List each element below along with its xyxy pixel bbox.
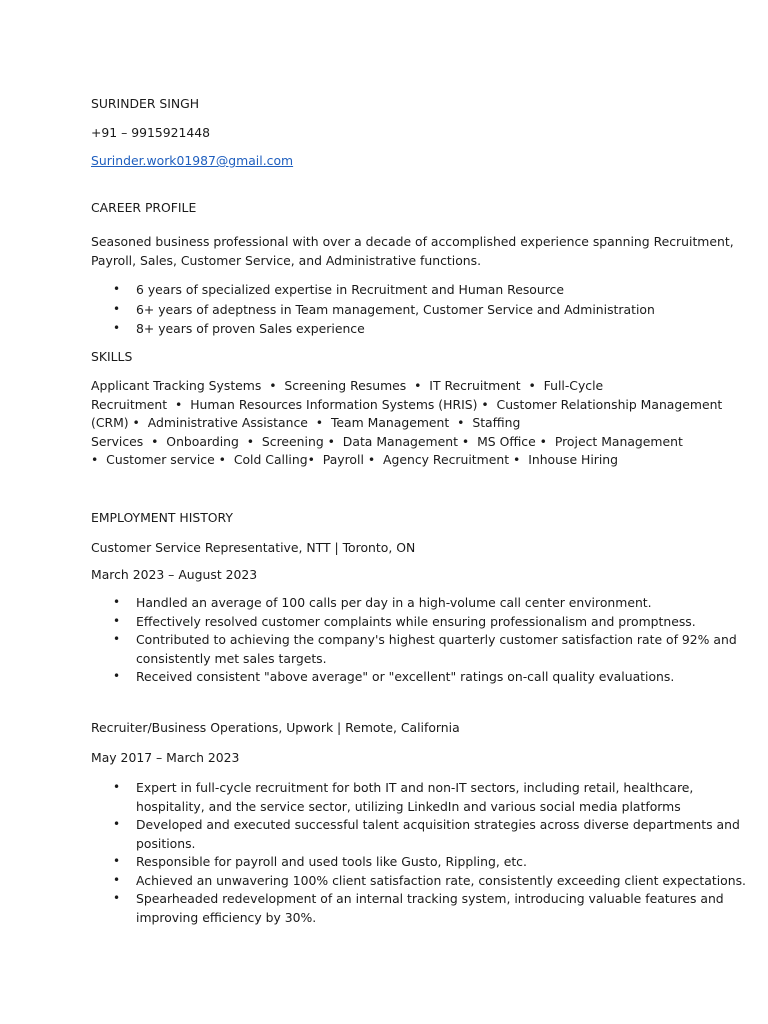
list-item	[91, 779, 694, 816]
skills-line: Services • Onboarding • Screening • Data Management • MS Office • Project Management	[91, 433, 683, 449]
skills-line: (CRM) • Administrative Assistance • Team Management • Staffing	[91, 415, 521, 430]
job-title: Customer Service Representative, NTT | Toronto, ON	[91, 540, 416, 555]
career-highlights-list	[91, 280, 691, 339]
career-summary	[91, 233, 734, 270]
career-summary-line: Seasoned business professional with over a decade of accomplished experience spanning Recruitment,	[91, 234, 734, 249]
list-item: • 8+ years of proven Sales experience	[91, 319, 691, 339]
skills-heading: SKILLS	[91, 349, 133, 364]
duty-line: • Responsible for payroll and used tools like Gusto, Rippling, etc.	[136, 854, 527, 869]
list-item	[91, 613, 696, 632]
duty-line: positions.	[136, 835, 196, 851]
duty-line: • Received consistent "above average" or "excellent" ratings on-call quality evaluations.	[136, 669, 675, 684]
list-item: • 6 years of specialized expertise in Recruitment and Human Resource	[91, 280, 691, 300]
job-duties-list	[91, 594, 737, 687]
skills-line: • Customer service • Cold Calling• Payroll • Agency Recruitment • Inhouse Hiring	[91, 452, 619, 467]
job-dates: May 2017 – March 2023	[91, 750, 240, 765]
duty-line: improving efficiency by 30%.	[136, 909, 317, 925]
job-dates: March 2023 – August 2023	[91, 567, 258, 582]
career-profile-heading: CAREER PROFILE	[91, 200, 197, 215]
list-item	[91, 890, 724, 927]
list-item	[91, 594, 691, 613]
duty-line: • Effectively resolved customer complaints while ensuring professionalism and promptness.	[136, 613, 696, 629]
duty-line: hospitality, and the service sector, utilizing LinkedIn and various social media platforms	[136, 798, 681, 814]
duty-line: consistently met sales targets.	[136, 650, 327, 666]
list-item	[91, 668, 691, 687]
employment-history-heading: EMPLOYMENT HISTORY	[91, 510, 233, 525]
skills-line: Recruitment • Human Resources Information Systems (HRIS) • Customer Relationship Management	[91, 396, 723, 412]
duty-line: • Expert in full-cycle recruitment for both IT and non-IT sectors, including retail, healthcare,	[136, 780, 694, 795]
list-item	[91, 872, 746, 891]
duty-line: • Contributed to achieving the company's highest quarterly customer satisfaction rate of 92% and	[136, 632, 737, 647]
job-title: Recruiter/Business Operations, Upwork | Remote, California	[91, 720, 460, 735]
phone-number: +91 – 9915921448	[91, 125, 211, 140]
duty-line: • Handled an average of 100 calls per day in a high-volume call center environment.	[136, 595, 652, 610]
duty-line: • Achieved an unwavering 100% client satisfaction rate, consistently exceeding client expectations.	[136, 872, 746, 888]
duty-line: • Spearheaded redevelopment of an internal tracking system, introducing valuable features and	[136, 891, 724, 906]
candidate-name: SURINDER SINGH	[91, 96, 200, 111]
career-summary-line: Payroll, Sales, Customer Service, and Administrative functions.	[91, 252, 482, 268]
email-link[interactable]: Surinder.work01987@gmail.com	[91, 153, 294, 168]
skills-line: Applicant Tracking Systems • Screening Resumes • IT Recruitment • Full-Cycle	[91, 378, 604, 393]
job-duties-list	[91, 779, 746, 927]
list-item	[91, 816, 740, 853]
duty-line: • Developed and executed successful talent acquisition strategies across diverse departments and	[136, 817, 740, 832]
list-item	[91, 631, 737, 668]
skills-list	[91, 377, 723, 470]
list-item	[91, 853, 691, 872]
list-item: • 6+ years of adeptness in Team management, Customer Service and Administration	[91, 300, 691, 320]
